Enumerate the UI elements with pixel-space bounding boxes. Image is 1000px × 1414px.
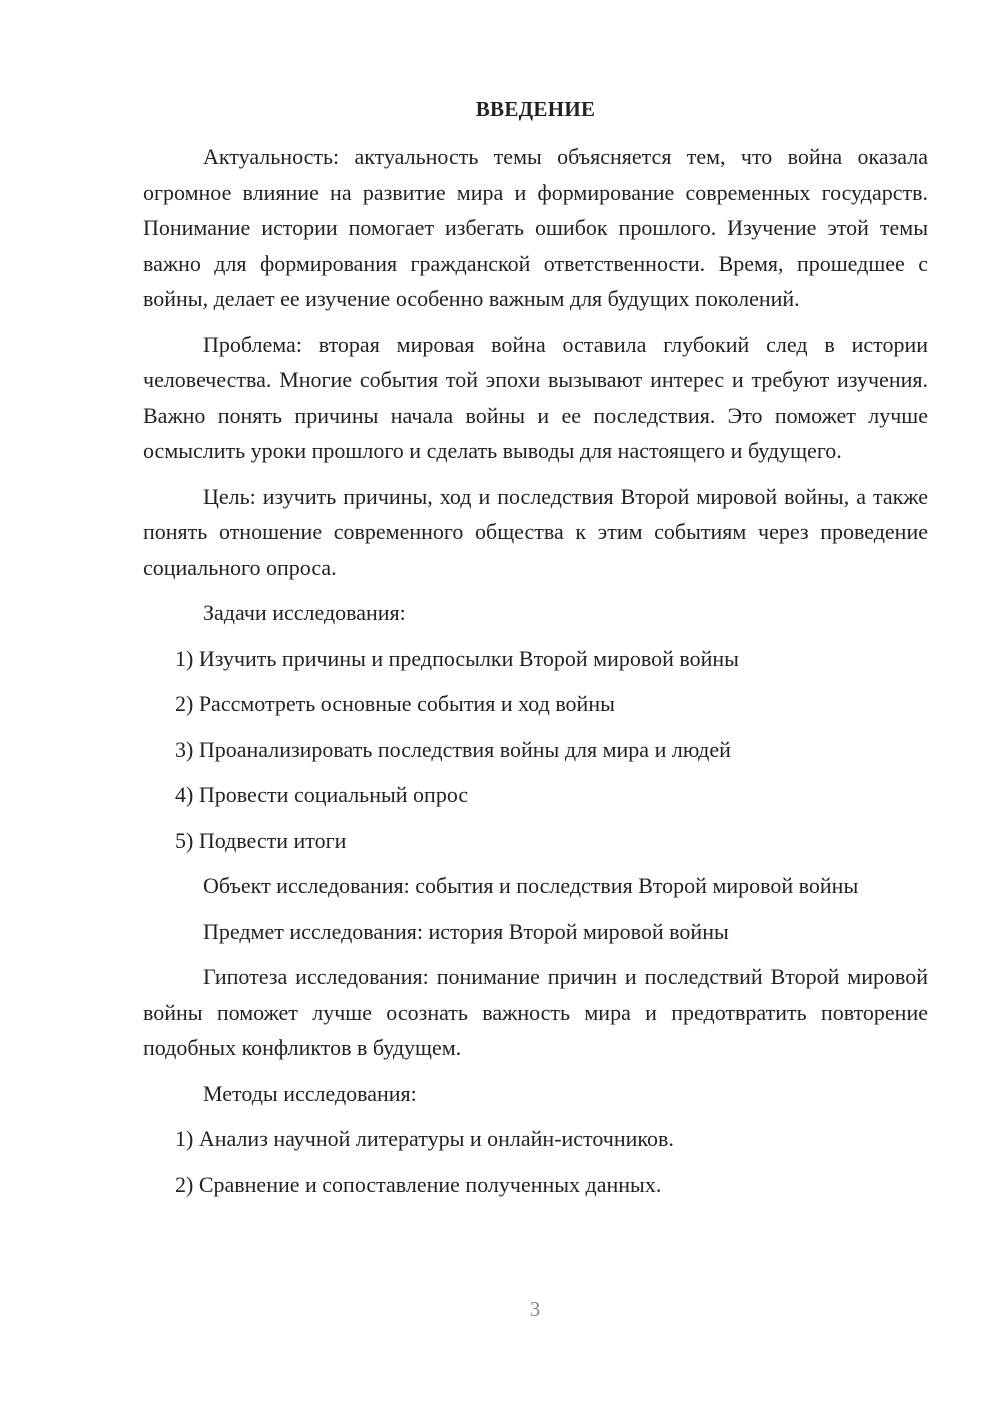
task-item: 3) Проанализировать последствия войны для мира и людей <box>175 736 731 762</box>
page-number: 3 <box>529 1297 541 1321</box>
methods-label: Методы исследования: <box>203 1080 417 1106</box>
problem-paragraph: Проблема: вторая мировая война оставила глубокий след в истории человечества. Многие события той эпохи вызывают интерес и требуют изучения. Важно понять причины начала войны и ее последствия. Это поможет лучше осмыслить уроки прошлого и сделать выводы для настоящего и будущего. <box>143 331 928 463</box>
tasks-label: Задачи исследования: <box>203 600 406 625</box>
relevance-paragraph: Актуальность: актуальность темы объясняется тем, что война оказала огромное влияние на развитие мира и формирование современных государств. Понимание истории помогает избегать ошибок прошлого. Изучение этой темы важно для формирования гражданской ответственности. Время, прошедшее с войны, делает ее изучение особенно важным для будущих поколений. <box>143 144 928 311</box>
task-item: 2) Рассмотреть основные события и ход войны <box>175 691 615 716</box>
methods-list <box>143 1121 928 1202</box>
section-title: ВВЕДЕНИЕ <box>475 97 596 121</box>
task-item: 1) Изучить причины и предпосылки Второй мировой войны <box>175 645 739 671</box>
tasks-list <box>143 641 928 859</box>
subject-paragraph: Предмет исследования: история Второй мировой войны <box>203 918 729 944</box>
method-item: 1) Анализ научной литературы и онлайн-источников. <box>175 1126 674 1151</box>
method-item: 2) Сравнение и сопоставление полученных данных. <box>175 1171 662 1197</box>
object-paragraph: Объект исследования: события и последствия Второй мировой войны <box>203 873 859 898</box>
hypothesis-paragraph: Гипотеза исследования: понимание причин и последствий Второй мировой войны поможет лучше осознать важность мира и предотвратить повторение подобных конфликтов в будущем. <box>143 964 928 1060</box>
document-page <box>143 92 928 1212</box>
task-item: 4) Провести социальный опрос <box>175 782 469 807</box>
goal-paragraph: Цель: изучить причины, ход и последствия Второй мировой войны, а также понять отношение современного общества к этим событиям через проведение социального опроса. <box>143 483 928 580</box>
task-item: 5) Подвести итоги <box>175 827 347 853</box>
